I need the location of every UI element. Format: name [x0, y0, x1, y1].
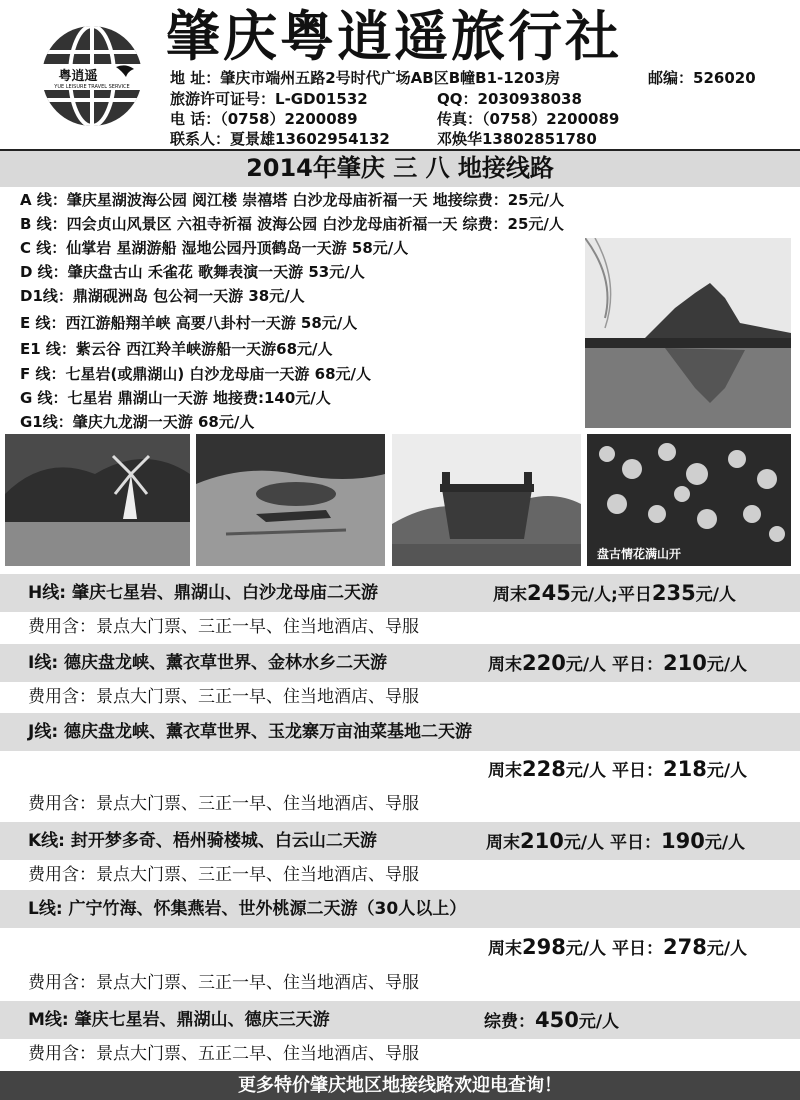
day-line-c: C 线：仙掌岩 星湖游船 湿地公园丹顶鹤岛一天游 58元/人	[20, 239, 409, 257]
tour-i-row	[0, 644, 800, 682]
tour-k-title: K线: 封开梦多奇、梧州骑楼城、白云山二天游	[28, 831, 377, 851]
tour-j-price: 周末228元/人 平日：218元/人	[488, 757, 748, 781]
tour-m-title: M线: 肇庆七星岩、鼎湖山、德庆三天游	[28, 1010, 330, 1030]
tour-l-price-row	[0, 928, 800, 966]
tour-m-includes: 费用含：景点大门票、五正二早、住当地酒店、导服	[28, 1044, 419, 1064]
tour-h-price: 周末245元/人;平日235元/人	[493, 581, 736, 605]
day-line-e1: E1 线：紫云谷 西江羚羊峡游船一天游68元/人	[20, 340, 333, 358]
phone: （0758）2200089	[220, 110, 358, 128]
day-line-g1: G1线：肇庆九龙湖一天游 68元/人	[20, 413, 255, 431]
tour-k-price: 周末210元/人 平日：190元/人	[486, 829, 746, 853]
day-line-a: A 线：肇庆星湖波海公园 阅江楼 崇禧塔 白沙龙母庙祈福一天 地接综费：25元/人	[20, 191, 565, 209]
postcode: 526020	[693, 69, 756, 87]
tour-l-row	[0, 890, 800, 928]
tour-j-row	[0, 713, 800, 751]
day-line-d1: D1线：鼎湖砚洲岛 包公祠一天游 38元/人	[20, 287, 305, 305]
photo-lake-mountain	[585, 238, 791, 428]
logo-text: 粤逍遥	[58, 69, 98, 84]
day-line-f: F 线：七星岩(或鼎湖山) 白沙龙母庙一天游 68元/人	[20, 365, 371, 383]
footer-banner: 更多特价肇庆地区地接线路欢迎电查询！	[0, 1071, 800, 1100]
tour-k-row	[0, 822, 800, 860]
contact-2: 邓焕华13802851780	[437, 130, 597, 148]
tour-h-includes-row	[0, 608, 800, 646]
address-line	[170, 69, 560, 88]
tour-h-includes: 费用含：景点大门票、三正一早、住当地酒店、导服	[28, 617, 419, 637]
tour-j-price-row	[0, 750, 800, 788]
tour-l-includes-row	[0, 964, 800, 1002]
phone-line	[170, 110, 358, 129]
photo-bronze-cauldron	[392, 434, 581, 566]
qq-label: QQ：	[437, 90, 478, 108]
day-line-d: D 线：肇庆盘古山 禾雀花 歌舞表演一天游 53元/人	[20, 263, 365, 281]
tour-l-title: L线: 广宁竹海、怀集燕岩、世外桃源二天游（30人以上）	[28, 899, 467, 919]
tour-h-row	[0, 574, 800, 612]
tour-i-title: I线: 德庆盘龙峡、薰衣草世界、金林水乡二天游	[28, 653, 388, 673]
tour-k-includes-row	[0, 856, 800, 894]
tour-m-row	[0, 1001, 800, 1039]
tour-k-includes: 费用含：景点大门票、三正一早、住当地酒店、导服	[28, 865, 419, 885]
company-logo	[38, 22, 146, 130]
license: L-GD01532	[275, 90, 368, 108]
tour-h-title: H线: 肇庆七星岩、鼎湖山、白沙龙母庙二天游	[28, 583, 378, 603]
qq: 2030938038	[477, 90, 582, 108]
page-title: 2014年肇庆 三 八 地接线路	[246, 154, 554, 182]
fax-line	[437, 110, 619, 129]
day-line-e: E 线：西江游船翔羊峡 高要八卦村一天游 58元/人	[20, 314, 358, 332]
license-line	[170, 90, 368, 109]
address: 肇庆市端州五路2号时代广场AB区B幢B1-1203房	[220, 69, 560, 87]
address-label: 地 址：	[170, 69, 221, 87]
tour-j-includes-row	[0, 785, 800, 823]
logo-subtext: YUE LEISURE TRAVEL SERVICE	[54, 84, 130, 90]
photo-windmill	[5, 434, 190, 566]
postcode-line	[648, 69, 756, 88]
fax: （0758）2200089	[482, 110, 620, 128]
tour-j-includes: 费用含：景点大门票、三正一早、住当地酒店、导服	[28, 794, 419, 814]
postcode-label: 邮编：	[648, 69, 694, 87]
contact-label: 联系人：	[170, 130, 231, 148]
qq-line	[437, 90, 582, 109]
license-label: 旅游许可证号：	[170, 90, 276, 108]
phone-label: 电 话：	[170, 110, 221, 128]
day-line-b: B 线：四会贞山风景区 六祖寺祈福 波海公园 白沙龙母庙祈福一天 综费：25元/人	[20, 215, 564, 233]
fax-label: 传真：	[437, 110, 483, 128]
tour-l-includes: 费用含：景点大门票、三正一早、住当地酒店、导服	[28, 973, 419, 993]
contact-1: 夏景雄13602954132	[230, 130, 390, 148]
tour-j-title: J线: 德庆盘龙峡、薰衣草世界、玉龙寨万亩油菜基地二天游	[28, 722, 473, 742]
tour-i-includes-row	[0, 678, 800, 716]
photo-caption: 盘古情花满山开	[597, 547, 682, 561]
tour-l-price: 周末298元/人 平日：278元/人	[488, 935, 748, 959]
company-name: 肇庆粤逍遥旅行社	[166, 5, 622, 68]
photo-flowers	[587, 434, 791, 566]
day-line-g: G 线：七星岩 鼎湖山一天游 地接费:140元/人	[20, 389, 331, 407]
contact-line	[170, 130, 390, 149]
tour-m-includes-row	[0, 1035, 800, 1073]
tour-i-includes: 费用含：景点大门票、三正一早、住当地酒店、导服	[28, 687, 419, 707]
photo-lake-island	[196, 434, 385, 566]
tour-m-price: 综费：450元/人	[484, 1008, 620, 1032]
tour-i-price: 周末220元/人 平日：210元/人	[488, 651, 748, 675]
